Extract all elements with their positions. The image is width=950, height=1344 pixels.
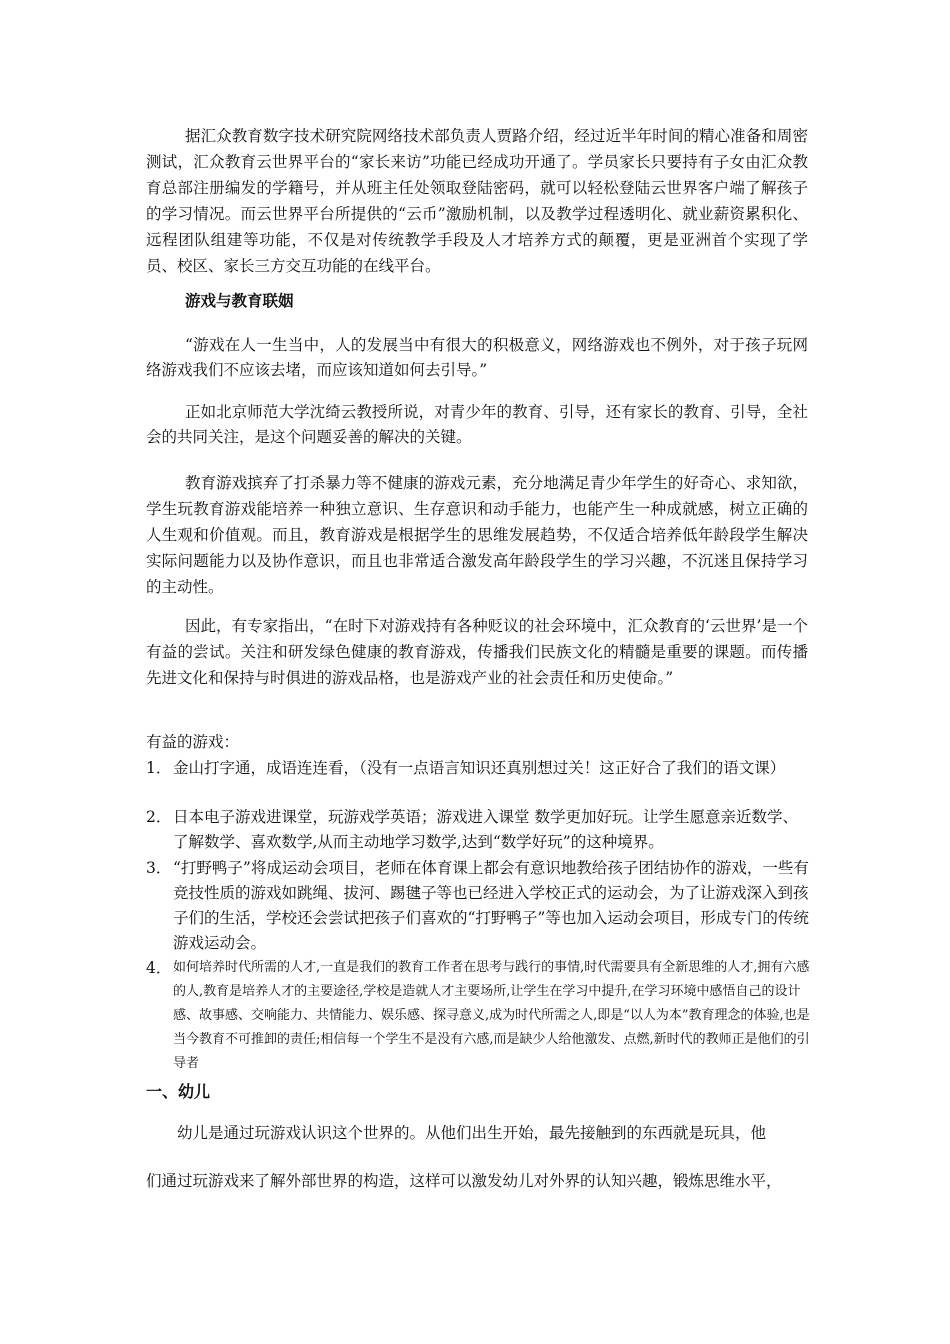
list-item-number: 1． <box>146 759 172 777</box>
list-item-highlight: 游戏进入课堂 数学更加好玩 <box>436 808 628 826</box>
children-paragraph-line2: 们通过玩游戏来了解外部世界的构造，这样可以激发幼儿对外界的认知兴趣，锻炼思维水平， <box>146 1172 782 1190</box>
professor-paragraph: 正如北京师范大学沈绮云教授所说，对青少年的教育、引导，还有家长的教育、引导，全社会的共同关注，是这个问题妥善的解决的关键。 <box>146 403 808 446</box>
list-item-text: 金山打字通，成语连连看，（没有一点语言知识还真别想过关！这正好合了我们的语文课） <box>173 759 786 777</box>
children-paragraph-line1: 幼儿是通过玩游戏认识这个世界的。从他们出生开始，最先接触到的东西就是玩具，他 <box>177 1124 767 1142</box>
list-item-number: 2． <box>146 808 172 826</box>
list-item <box>146 856 810 956</box>
quote-paragraph: “游戏在人一生当中，人的发展当中有很大的积极意义，网络游戏也不例外，对于孩子玩网络游戏我们不应该去堵，而应该知道如何去引导。” <box>146 336 808 379</box>
list-title: 有益的游戏： <box>146 733 240 751</box>
section-heading-children: 一、幼儿 <box>146 1082 211 1101</box>
list-item <box>146 756 810 781</box>
list-item-text: 。让学生愿意亲近数学、了解数学、喜欢数学,从而主动地学习数学,达到“数学好玩”的这种境界。 <box>173 808 798 851</box>
expert-paragraph: 因此，有专家指出，“在时下对游戏持有各种贬议的社会环境中，汇众教育的‘云世界’是一个有益的尝试。关注和研发绿色健康的教育游戏，传播我们民族文化的精髓是重要的课题。而传播先进文化和保持与时俱进的游戏品格，也是游戏产业的社会责任和历史使命。” <box>146 617 808 687</box>
list-item-number: 4． <box>146 959 172 977</box>
list-item <box>146 805 810 855</box>
list-item-text: 日本电子游戏进课堂，玩游戏学英语； <box>173 808 437 826</box>
list-item-text: “打野鸭子”将成运动会项目，老师在体育课上都会有意识地教给孩子团结协作的游戏，一些有竞技性质的游戏如跳绳、拔河、踢毽子等也已经进入学校正式的运动会，为了让游戏深入到孩子们的生活，学校还会尝试把孩子们喜欢的“打野鸭子”等也加入运动会项目，形成专门的传统游戏运动会。 <box>173 859 809 952</box>
list-item-text: 如何培养时代所需的人才,一直是我们的教育工作者在思考与践行的事情,时代需要具有全新思维的人才,拥有六感的人,教育是培养人才的主要途径,学校是造就人才主要场所,让学生在学习中提升,在学习环境中感悟自己的设计感、故事感、交响能力、共情能力、娱乐感、探寻意义,成为时代所需之人,即是“以人为本”教育理念的体验,也是当今教育不可推卸的责任;相信每一个学生不是没有六感,而是缺少人给他激发、点燃,新时代的教师正是他们的引导者 <box>173 960 810 1071</box>
list-item-number: 3． <box>146 859 172 877</box>
list-item <box>146 956 810 1076</box>
section-heading-game-education: 游戏与教育联姻 <box>185 291 294 310</box>
edu-games-paragraph: 教育游戏摈弃了打杀暴力等不健康的游戏元素，充分地满足青少年学生的好奇心、求知欲，学生玩教育游戏能培养一种独立意识、生存意识和动手能力，也能产生一种成就感，树立正确的人生观和价值观。而且，教育游戏是根据学生的思维发展趋势，不仅适合培养低年龄段学生解决实际问题能力以及协作意识，而且也非常适合激发高年龄段学生的学习兴趣，不沉迷且保持学习的主动性。 <box>146 474 808 596</box>
intro-paragraph: 据汇众教育数字技术研究院网络技术部负责人贾路介绍，经过近半年时间的精心准备和周密测试，汇众教育云世界平台的“家长来访”功能已经成功开通了。学员家长只要持有子女由汇众教育总部注册编发的学籍号，并从班主任处领取登陆密码，就可以轻松登陆云世界客户端了解孩子的学习情况。而云世界平台所提供的“云币”激励机制，以及教学过程透明化、就业薪资累积化、远程团队组建等功能，不仅是对传统教学手段及人才培养方式的颠覆，更是亚洲首个实现了学员、校区、家长三方交互功能的在线平台。 <box>146 127 808 275</box>
